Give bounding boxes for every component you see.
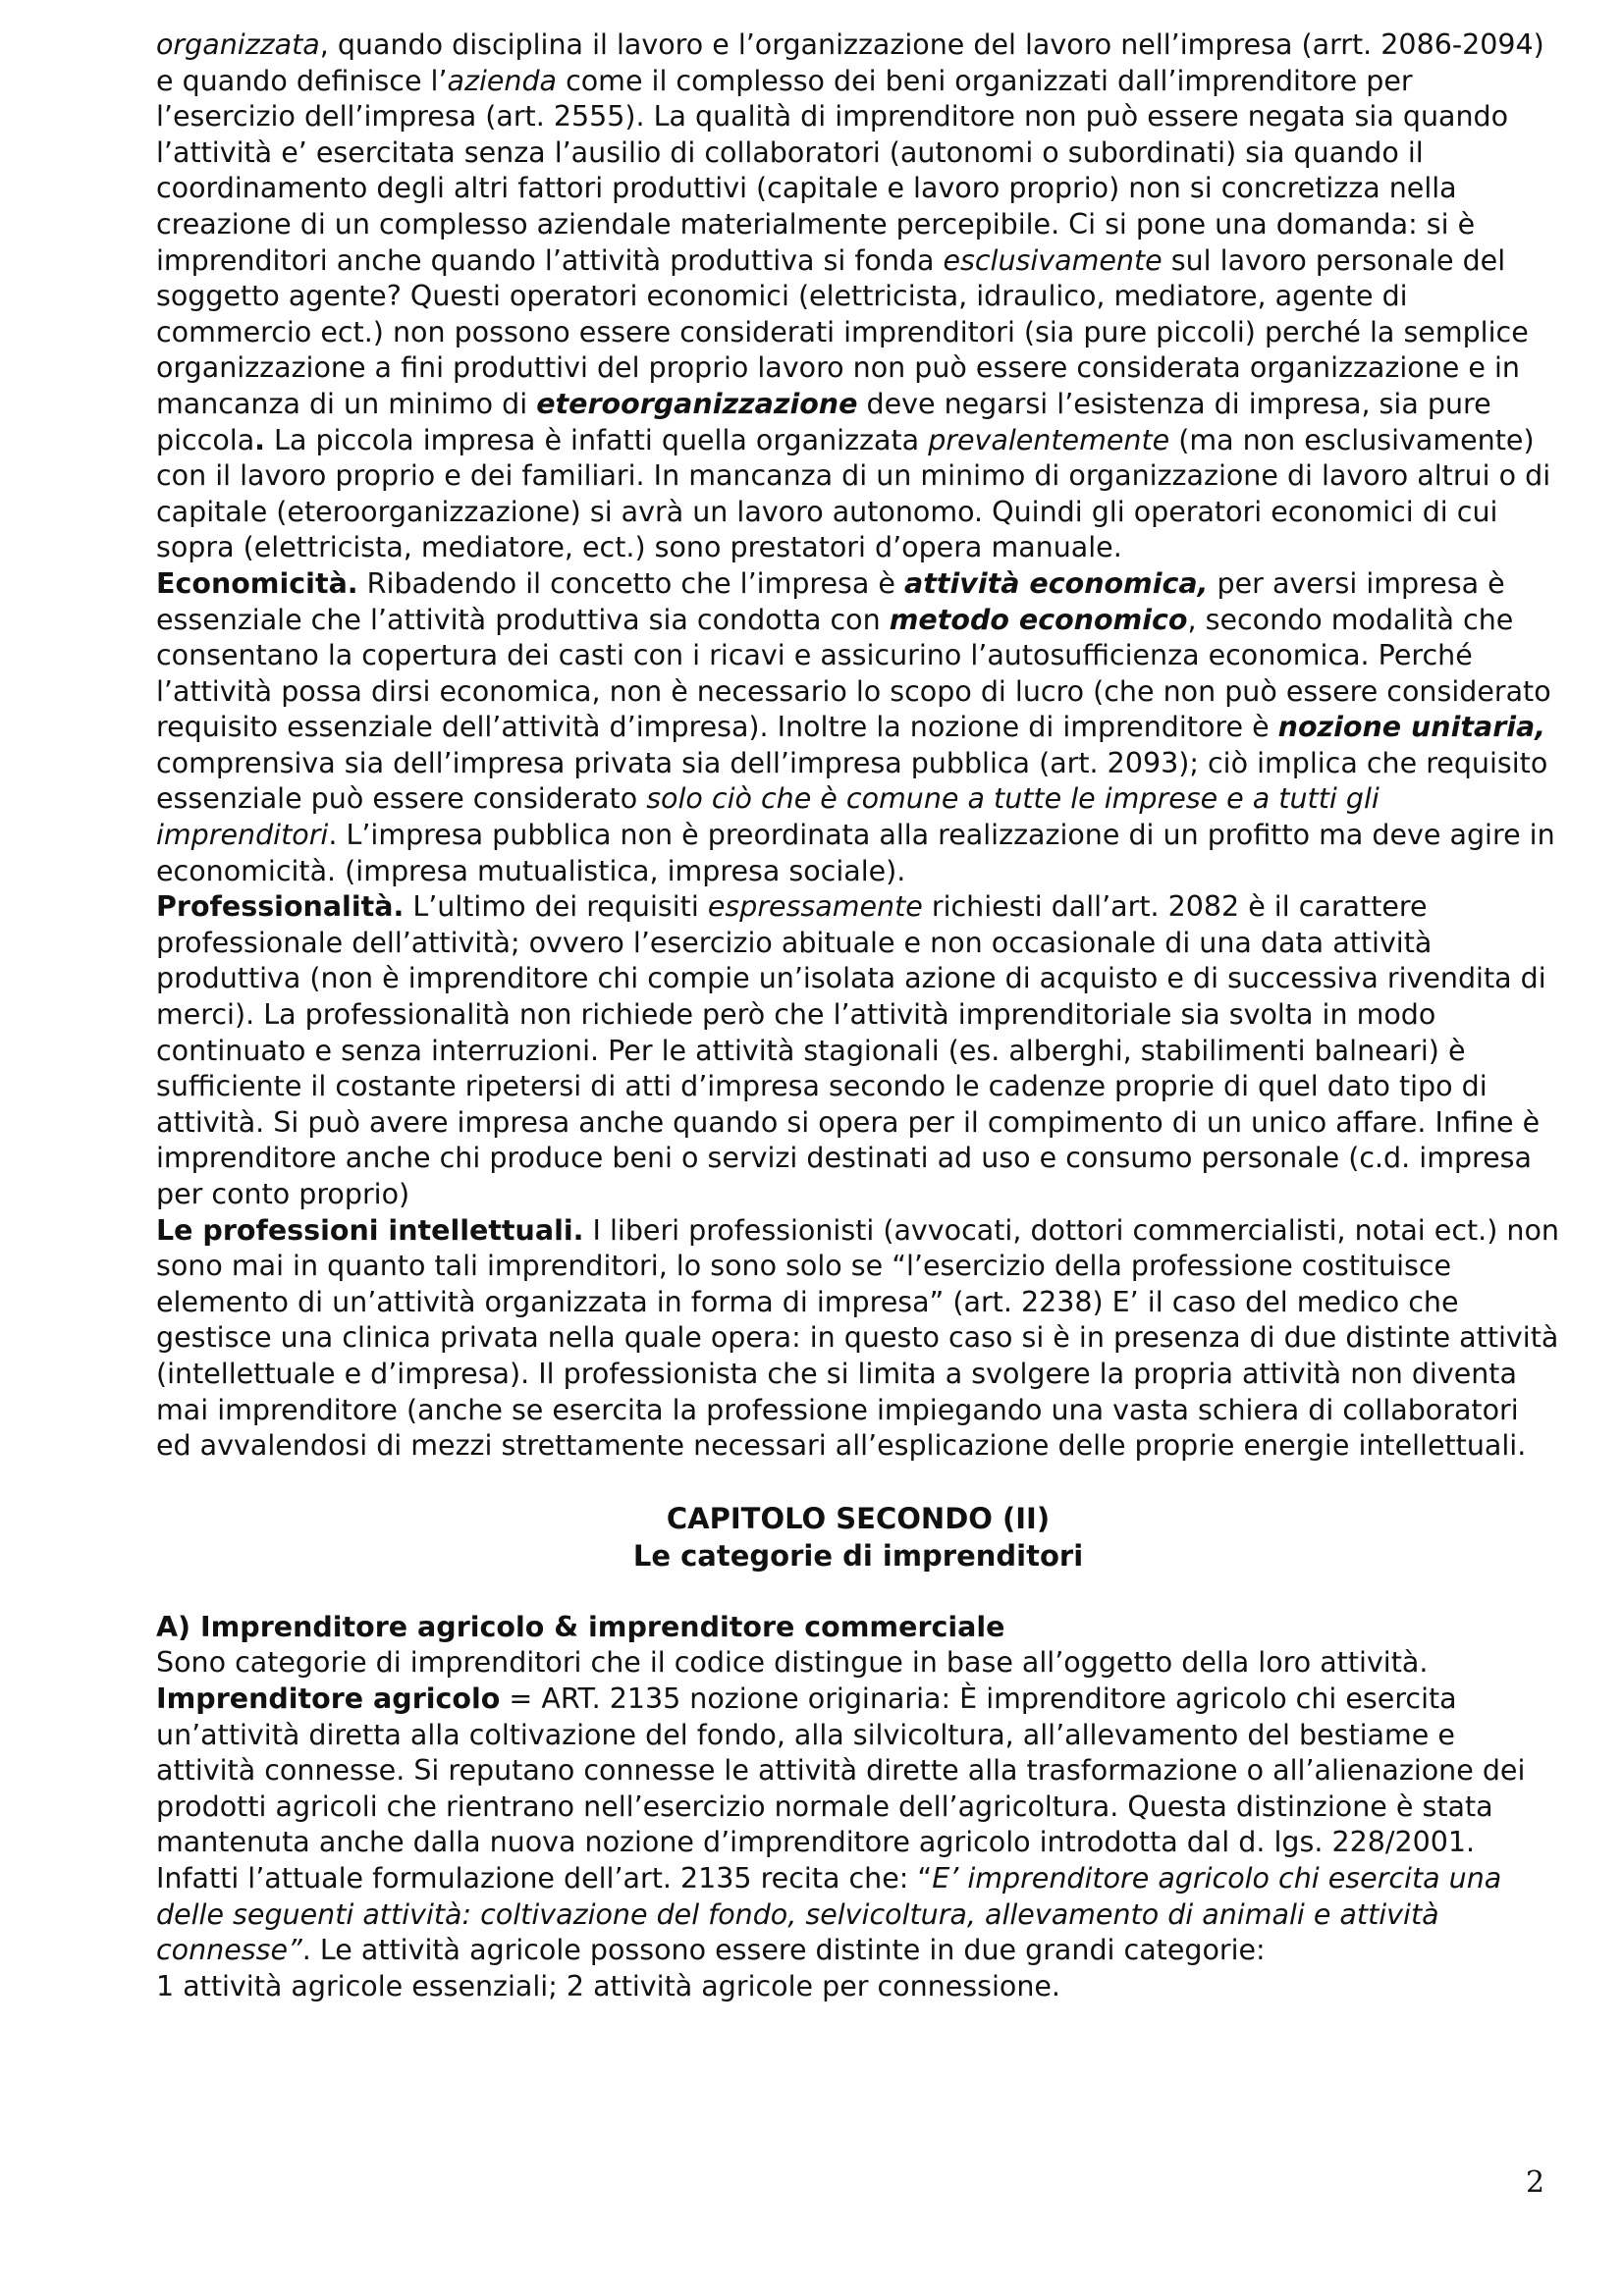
text-run: (ma non esclusivamente) con il lavoro proprio e dei familiari. In mancanza di un minimo di organizzazione di lavoro altrui o di capitale (eteroorganizzazione) si avrà un lavoro autonomo. Quindi gli operatori economici di cui sopra (elettricista, mediatore, ect.) sono prestatori d’opera manuale. [156, 423, 1551, 564]
document-body [156, 27, 1560, 2004]
paragraph-professioni-intellettuali [156, 1213, 1560, 1465]
text-run: La piccola impresa è infatti quella organizzata [265, 423, 929, 456]
text-run: eteroorganizzazione [536, 387, 858, 420]
paragraph-categorie [156, 1645, 1560, 1682]
text-run: Economicità. [156, 566, 358, 600]
section-a-title: A) Imprenditore agricolo & imprenditore commerciale [156, 1610, 1005, 1643]
text-run: . Le attività agricole possono essere distinte in due grandi categorie: [301, 1934, 1266, 1967]
text-run: organizzata [156, 28, 320, 61]
paragraph-professionalita [156, 889, 1560, 1212]
text-run: L’ultimo dei requisiti [404, 890, 708, 924]
paragraph-imprenditore-agricolo [156, 1682, 1560, 1861]
text-run: . [254, 423, 265, 456]
text-run: metodo economico [889, 603, 1188, 636]
text-run: deve negarsi l’esistenza di impresa, sia pure piccola [156, 387, 1491, 456]
text-run: , quando disciplina il lavoro e l’organizzazione del lavoro nell’impresa (arrt. 2086-2094) e quando definisce l’ [156, 28, 1544, 97]
chapter-heading [156, 1500, 1560, 1575]
text-run: richiesti dall’art. 2082 è il carattere professionale dell’attività; ovvero l’esercizio abituale e non occasionale di una data attività produttiva (non è imprenditore chi compie un’isolata azione di acquisto e di successiva rivendita di merci). La professionalità non richiede però che l’attività imprenditoriale sia svolta in modo continuato e senza interruzioni. Per le attività stagionali (es. alberghi, stabilimenti balneari) è sufficiente il costante ripetersi di atti d’impresa secondo le cadenze proprie di quel dato tipo di attività. Si può avere impresa anche quando si opera per il compimento di un unico affare. Infine è imprenditore anche chi produce beni o servizi destinati ad uso e consumo personale (c.d. impresa per conto proprio) [156, 890, 1546, 1210]
text-run: nozione unitaria, [1277, 711, 1546, 744]
paragraph-intro [156, 27, 1560, 566]
text-run: comprensiva sia dell’impresa privata sia dell’impresa pubblica (art. 2093); ciò implica che requisito essenziale può essere considerato [156, 746, 1548, 816]
text-run: Sono categorie di imprenditori che il codice distingue in base all’oggetto della loro attività. [156, 1646, 1429, 1680]
text-run: 1 attività agricole essenziali; 2 attività agricole per connessione. [156, 1969, 1060, 2002]
text-run: esclusivamente [943, 243, 1163, 277]
text-run: = ART. 2135 nozione originaria: È imprenditore agricolo chi esercita un’attività diretta alla coltivazione del fondo, alla silvicoltura, all’allevamento del bestiame e attività connesse. Si reputano connesse le attività dirette alla trasformazione o all’alienazione dei prodotti agricoli che rientrano nell’esercizio normale dell’agricoltura. Questa distinzione è stata mantenuta anche dalla nuova nozione d’imprenditore agricolo introdotta dal d. lgs. 228/2001. [156, 1682, 1526, 1859]
text-run: Ribadendo il concetto che l’impresa è [357, 566, 905, 600]
text-run: azienda [447, 64, 558, 97]
text-run: I liberi professionisti (avvocati, dottori commercialisti, notai ect.) non sono mai in quanto tali imprenditori, lo sono solo se “l’esercizio della professione costituisce elemento di un’attività organizzata in forma di impresa” (art. 2238) E’ il caso del medico che gestisce una clinica privata nella quale opera: in questo caso si è in presenza di due distinte attività (intellettuale e d’impresa). Il professionista che si limita a svolgere la propria attività non diventa mai imprenditore (anche se esercita la professione impiegando una vasta schiera di collaboratori ed avvalendosi di mezzi strettamente necessari all’esplicazione delle proprie energie intellettuali. [156, 1213, 1559, 1463]
text-run: Le professioni intellettuali. [156, 1213, 584, 1247]
text-run: prevalentemente [928, 423, 1170, 456]
chapter-title: Le categorie di imprenditori [632, 1538, 1084, 1573]
text-run: per aversi impresa è essenziale che l’attività produttiva sia condotta con [156, 566, 1505, 636]
paragraph-economicita [156, 566, 1560, 889]
paragraph-elenco-attivita [156, 1969, 1560, 2005]
page-number: 2 [1526, 2165, 1545, 2200]
text-run: attività economica, [904, 566, 1209, 600]
text-run: come il complesso dei beni organizzati dall’imprenditore per l’esercizio dell’impresa (art. 2555). La qualità di imprenditore non può essere negata sia quando l’attività e’ esercitata senza l’ausilio di collaboratori (autonomi o subordinati) sia quando il coordinamento degli altri fattori produttivi (capitale e lavoro proprio) non si concretizza nella creazione di un complesso aziendale materialmente percepibile. Ci si pone una domanda: si è imprenditori anche quando l’attività produttiva si fonda [156, 64, 1509, 277]
paragraph-formulazione [156, 1861, 1560, 1969]
text-run: . L’impresa pubblica non è preordinata alla realizzazione di un profitto ma deve agire in economicità. (impresa mutualistica, impresa sociale). [156, 819, 1555, 887]
text-run: , secondo modalità che consentano la copertura dei casti con i ricavi e assicurino l’autosufficienza economica. Perché l’attività possa dirsi economica, non è necessario lo scopo di lucro (che non può essere considerato requisito essenziale dell’attività d’impresa). Inoltre la nozione di imprenditore è [156, 603, 1551, 744]
text-run: espressamente [707, 890, 923, 924]
text-run: E’ imprenditore agricolo chi esercita una delle seguenti attività: coltivazione del fondo, selvicoltura, allevamento di animali e attività connesse” [156, 1861, 1502, 1967]
text-run: Imprenditore agricolo [156, 1682, 501, 1715]
text-run: sul lavoro personale del soggetto agente? Questi operatori economici (elettricista, idraulico, mediatore, agente di commercio ect.) non possono essere considerati imprenditori (sia pure piccoli) perché la semplice organizzazione a fini produttivi del proprio lavoro non può essere considerata organizzazione e in mancanza di un minimo di [156, 243, 1529, 420]
text-run: Professionalità. [156, 890, 405, 924]
text-run: Infatti l’attuale formulazione dell’art. 2135 recita che: “ [156, 1861, 933, 1895]
text-run: solo ciò che è comune a tutte le imprese e a tutti gli imprenditori [156, 782, 1380, 852]
chapter-number: CAPITOLO SECONDO (II) [666, 1501, 1051, 1535]
